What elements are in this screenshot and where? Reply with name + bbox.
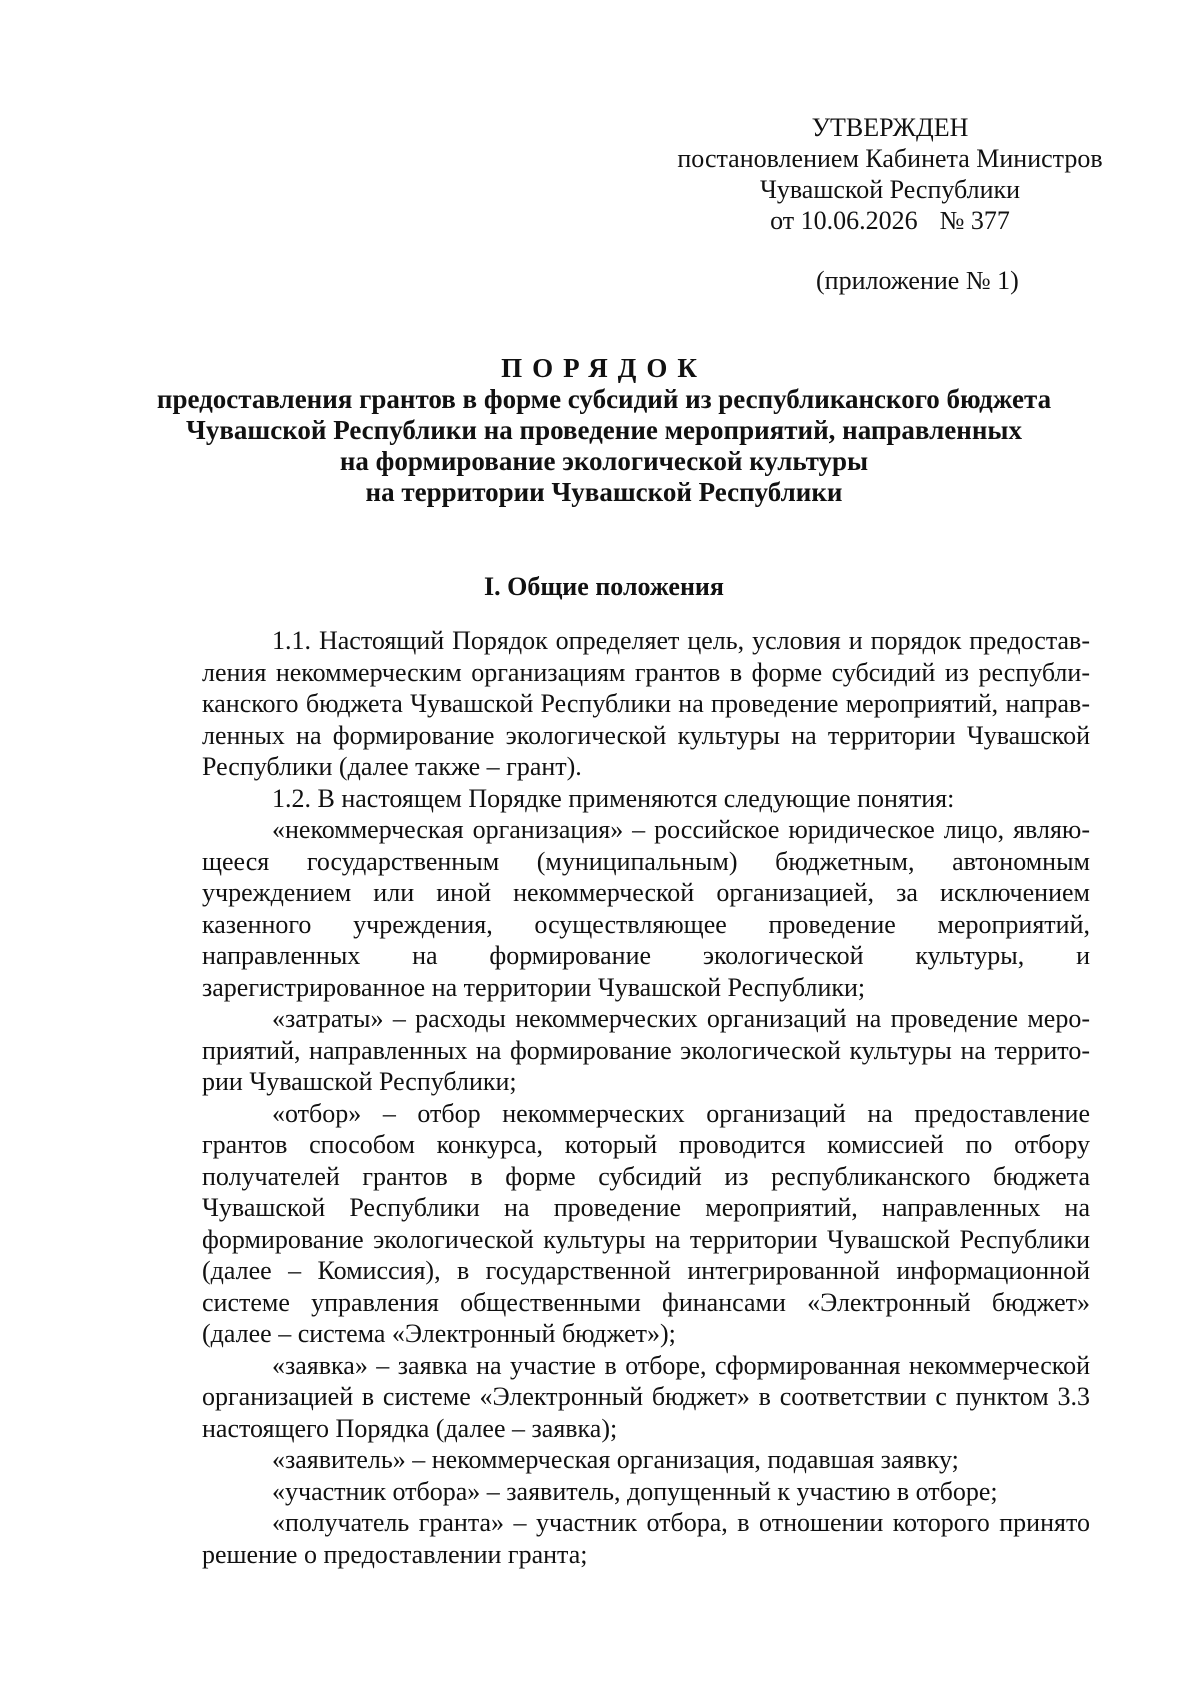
document-subtitle-line: на формирование экологической культуры [339, 446, 869, 476]
paragraph-1-2: 1.2. В настоящем Порядке применяются следующие понятия: [272, 783, 955, 813]
definition-nonprofit: «некоммерческая организация» – российское юридическое лицо, являющееся государственным (муниципальным) бюджетным, автономным учреждением или иной некоммерческой организацией, за исключением казенного учреждения, осуществляющее проведение мероприятий, направленных на формирование экологической культуры, и зарегистрированное на территории Чувашской Республики; [202, 815, 1090, 1002]
approval-stamp-block [650, 112, 1130, 236]
approval-status: УТВЕРЖДЕН [811, 113, 969, 142]
approval-date: от 10.06.2026 [770, 206, 918, 235]
approval-authority: постановлением Кабинета Министров [677, 144, 1103, 173]
definition-participant: «участник отбора» – заявитель, допущенный к участию в отборе; [272, 1476, 998, 1506]
approval-number: № 377 [939, 206, 1010, 235]
document-subtitle-line: предоставления грантов в форме субсидий из республиканского бюджета [156, 384, 1052, 414]
section-title: I. Общие положения [484, 572, 724, 601]
approval-region: Чувашской Республики [759, 175, 1021, 204]
approval-date-line [650, 205, 1130, 236]
document-subtitle-line: Чувашской Республики на проведение мероприятий, направленных [186, 415, 1022, 445]
definition-expenses: «затраты» – расходы некоммерческих организаций на проведение мероприятий, направленных на формирование экологической культуры на территории Чувашской Республики; [202, 1004, 1090, 1096]
document-heading: ПОРЯДОК [501, 353, 707, 383]
document-body [202, 625, 1090, 1570]
document-title [140, 353, 1068, 508]
definition-applicant: «заявитель» – некоммерческая организация, подавшая заявку; [272, 1445, 959, 1474]
appendix-note: (приложение № 1) [816, 266, 1019, 295]
definition-application: «заявка» – заявка на участие в отборе, сформированная некоммерческой организацией в системе «Электронный бюджет» в соответствии с пунктом 3.3 настоящего Порядка (далее – заявка); [202, 1350, 1090, 1443]
document-subtitle-line: на территории Чувашской Республики [365, 477, 843, 507]
definition-grant-recipient: «получатель гранта» – участник отбора, в отношении которого принято решение о предоставлении гранта; [202, 1508, 1090, 1569]
paragraph-1-1: 1.1. Настоящий Порядок определяет цель, условия и порядок предоставления некоммерческим организациям грантов в форме субсидий из республиканского бюджета Чувашской Республики на проведение мероприятий, направленных на формирование экологической культуры на территории Чувашской Республики (далее также – грант). [202, 626, 1090, 781]
definition-selection: «отбор» – отбор некоммерческих организаций на предоставление грантов способом конкурса, который проводится комиссией по отбору получателей грантов в форме субсидий из республиканского бюджета Чувашской Республики на проведение мероприятий, направленных на формирование экологической культуры на территории Чувашской Республики (далее – Комиссия), в государственной интегрированной информационной системе управления общественными финансами «Электронный бюджет» (далее – система «Электронный бюджет»); [202, 1098, 1090, 1348]
